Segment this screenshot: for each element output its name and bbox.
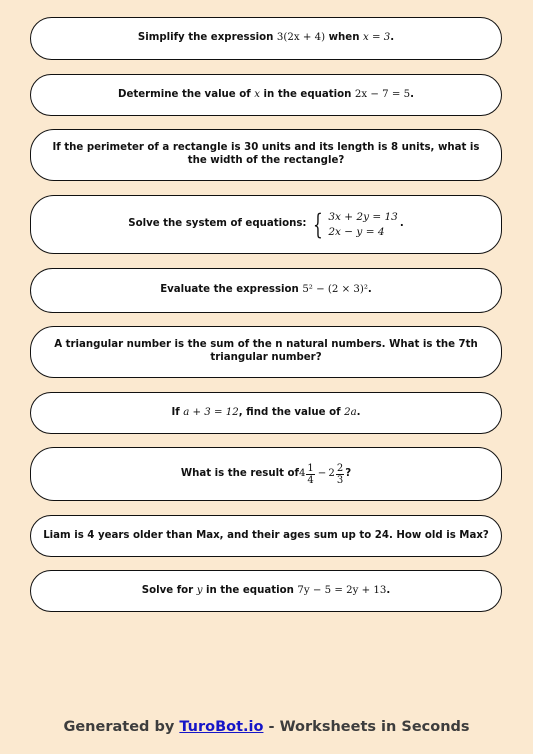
footer-prefix: Generated by bbox=[63, 719, 180, 735]
question-card-7 bbox=[30, 392, 502, 434]
question-card-9 bbox=[30, 515, 502, 557]
question-9-text: Liam is 4 years older than Max, and their ages sum up to 24. How old is Max? bbox=[43, 529, 489, 541]
question-card-5 bbox=[30, 268, 502, 313]
question-8-text: What is the result of 4 $\frac{1}{4}$ − 2 $\frac{2}{3}$ ? bbox=[180, 462, 352, 486]
question-card-6 bbox=[30, 326, 502, 378]
question-4-text: Solve the system of equations: { 3x + 2y = 13 2x − y = 4 . bbox=[128, 207, 404, 241]
footer-suffix: - Worksheets in Seconds bbox=[263, 719, 470, 735]
question-card-8 bbox=[30, 447, 502, 501]
brace-icon: { bbox=[312, 207, 323, 241]
turobot-link[interactable]: TuroBot.io bbox=[179, 719, 264, 735]
question-2-text: Determine the value of x in the equation 2x − 7 = 5. bbox=[117, 88, 414, 100]
question-10-text: Solve for y in the equation 7y − 5 = 2y + 13. bbox=[141, 584, 391, 596]
question-card-1 bbox=[30, 17, 502, 60]
question-6-text: A triangular number is the sum of the n natural numbers. What is the 7th triangular number? bbox=[54, 339, 478, 363]
question-card-2 bbox=[30, 74, 502, 116]
equation-system: { 3x + 2y = 13 2x − y = 4 bbox=[312, 207, 398, 241]
question-card-10 bbox=[30, 570, 502, 612]
question-7-text: If a + 3 = 12, find the value of 2a. bbox=[171, 406, 361, 418]
fraction-2: $\frac{2}{3}$ bbox=[336, 462, 344, 486]
fraction-1: $\frac{1}{4}$ bbox=[307, 462, 314, 486]
question-card-3 bbox=[30, 129, 502, 181]
question-card-4 bbox=[30, 195, 502, 254]
question-1-text: Simplify the expression 3(2x + 4) when x = 3. bbox=[137, 32, 395, 44]
footer bbox=[0, 719, 533, 735]
question-3-text: If the perimeter of a rectangle is 30 units and its length is 8 units, what is the width of the rectangle? bbox=[52, 142, 480, 166]
question-5-text: Evaluate the expression 5² − (2 × 3)². bbox=[160, 284, 372, 296]
